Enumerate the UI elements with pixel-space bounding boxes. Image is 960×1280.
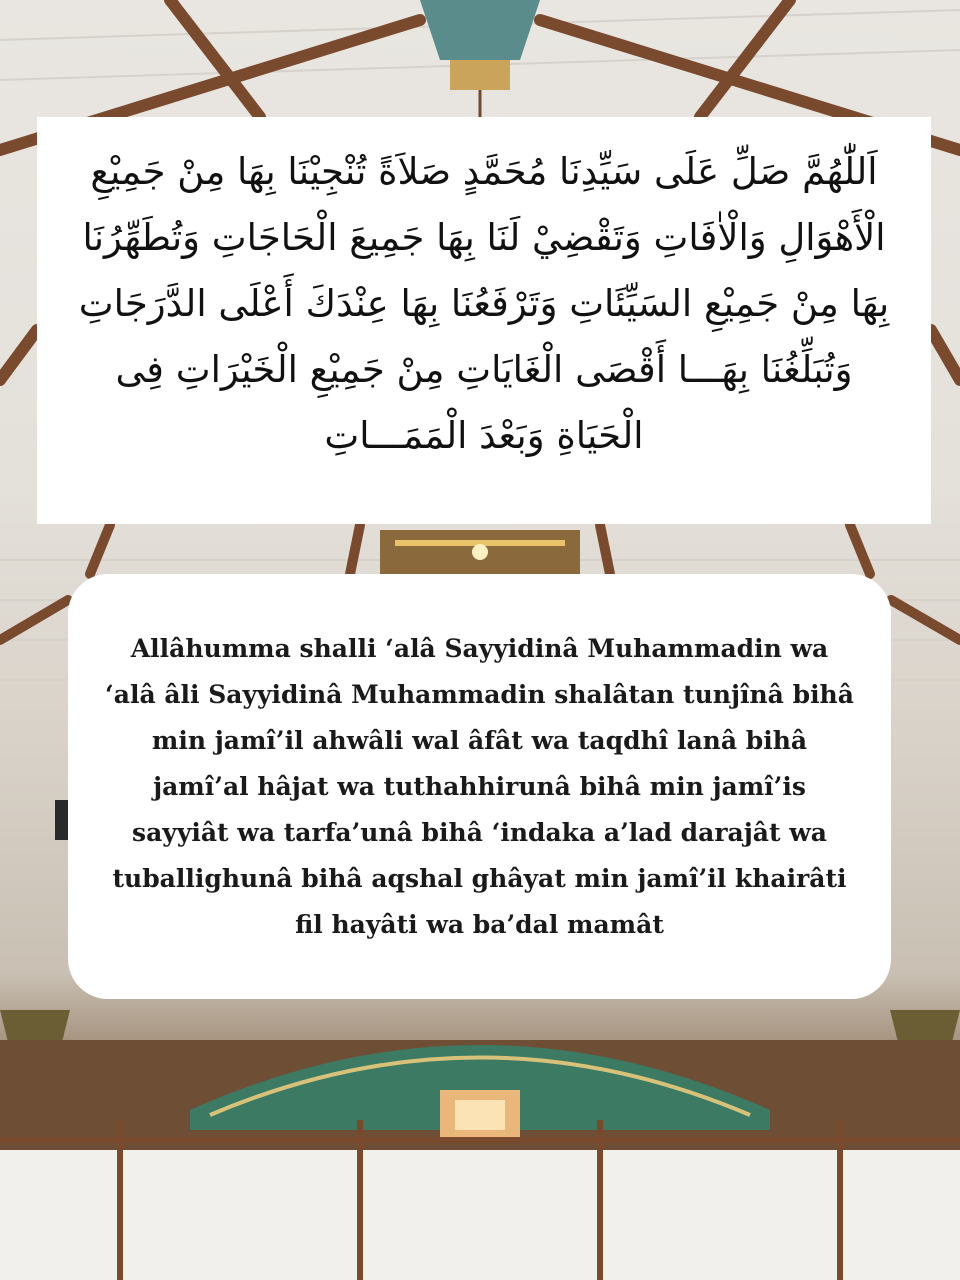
transliteration-text: Allâhumma shalli ‘alâ Sayyidinâ Muhammadin wa ‘alâ âli Sayyidinâ Muhammadin shalâtan tunjînâ bihâ min jamî’il ahwâli wal âfât wa taqdhî lanâ bihâ jamî’al hâjat wa tuthahhirunâ bihâ min jamî’is sayyiât wa tarfa’unâ bihâ ‘indaka a’lad darajât wa tuballighunâ bihâ aqshal ghâyat min jamî’il khairâti fil hayâti wa ba’dal mamât: [105, 633, 854, 939]
arabic-prayer-card: [37, 117, 931, 524]
ceiling-lantern-top: [420, 0, 540, 117]
arabic-prayer-text: اَللّٰهُمَّ صَلِّ عَلَى سَيِّدِنَا مُحَمَّدٍ صَلاَةً تُنْجِيْنَا بِهَا مِنْ جَمِيْعِ الْأَهْوَالِ وَالْاٰفَاتِ وَتَقْضِيْ لَنَا بِهَا جَمِيعَ الْحَاجَاتِ وَتُطَهِّرُنَا بِهَا مِنْ جَمِيْعِ السَيِّئَاتِ وَتَرْفَعُنَا بِهَا عِنْدَكَ أَعْلَى الدَّرَجَاتِ وَتُبَلِّغُنَا بِهَـــا أَقْصَى الْغَايَاتِ مِنْ جَمِيْعِ الْخَيْرَاتِ فِى الْحَيَاةِ وَبَعْدَ الْمَمَـــاتِ: [78, 150, 890, 457]
transliteration-card: [68, 574, 891, 999]
chandelier: [380, 530, 580, 574]
